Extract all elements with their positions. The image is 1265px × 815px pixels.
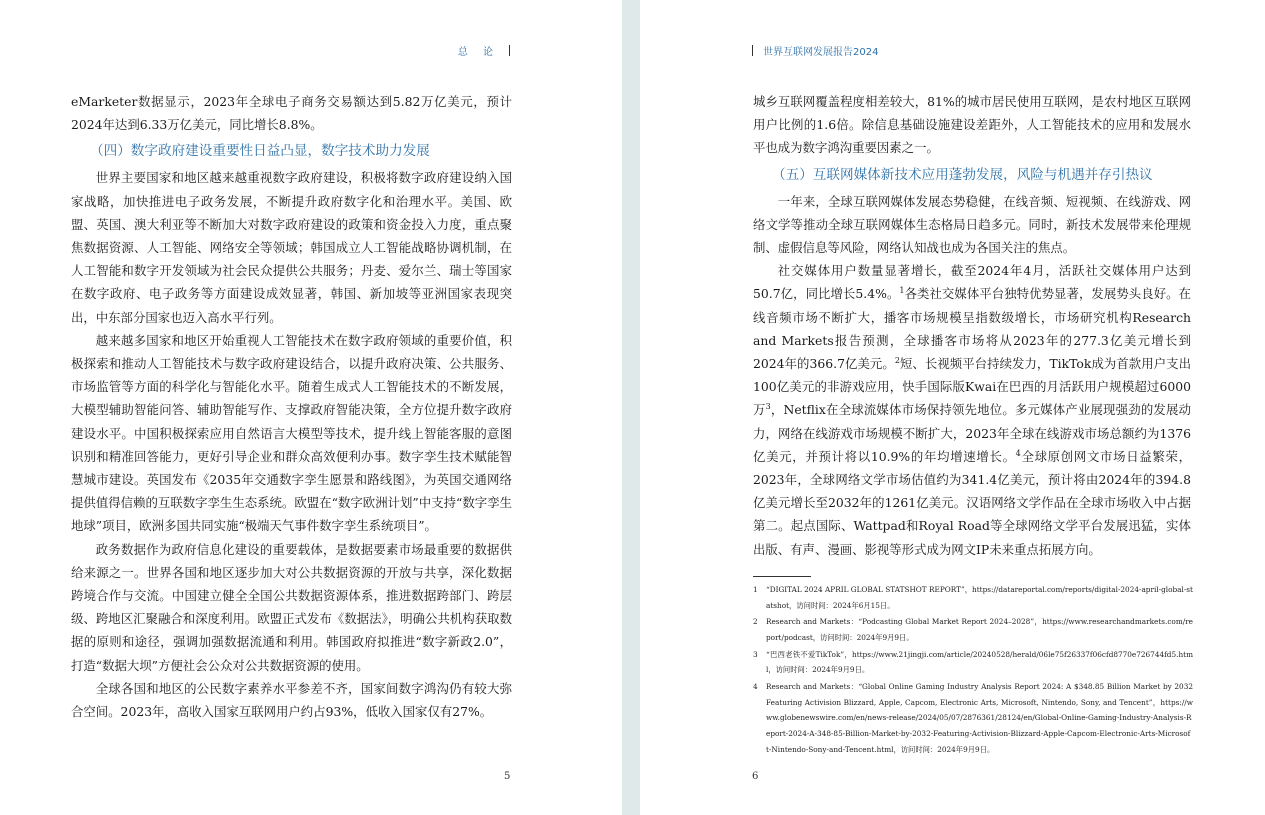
- footnotes: [753, 582, 1193, 758]
- paragraph: [753, 259, 1191, 561]
- footnote-number: 2: [753, 617, 758, 627]
- running-head-divider: [509, 45, 510, 56]
- paragraph: 政务数据作为政府信息化建设的重要载体，是数据要素市场最重要的数据供给来源之一。世界各国和地区逐步加大对公共数据资源的开放与共享，深化数据跨境合作与交流。中国建立健全全国公共数据资源体系，推进数据跨部门、跨层级、跨地区汇聚融合和深度利用。欧盟正式发布《数据法》，明确公共机构获取数据的原则和途径，强调加强数据流通和利用。韩国政府拟推进“数字新政2.0”，打造“数据大坝”方便社会公众对公共数据资源的使用。: [71, 541, 512, 673]
- text-run: 全球原创网文市场日益繁荣，2023年，全球网络文学市场估值约为341.4亿美元，预计将由2024年的394.8亿美元增长至2032年的1261亿美元。汉语网络文学作品在全球市场收入中占据第二。起点国际、Wattpad和Royal Road等全球网络文学平台发展迅猛，实体出版、有声、漫画、影视等形式成为网文IP未来重点拓展方向。: [753, 448, 1191, 557]
- footnote-text[interactable]: “巴西老铁不爱TikTok”，https://www.21jingji.com/article/20240528/herald/06le75f26337f06cfd8770e726744fd5.html，访问时间：2024年9月9日。: [766, 649, 1193, 675]
- text-run: 短、长视频平台持续发力，TikTok成为首款用户支出100亿美元的非游戏应用，快手国际版Kwai在巴西的月活跃用户规模超过6000万: [753, 356, 1191, 418]
- footnote-number: 3: [753, 649, 758, 659]
- footnote-text[interactable]: Research and Markets：“Global Online Gaming Industry Analysis Report 2024: A $348.85 Billion Market by 2032 Featuring Activision Blizzard, Apple, Capcom, Electronic Arts, Microsoft, Nintendo, Sony, and Tencent”，https://www.globenewswire.com/en/news-release/2024/05/07/2876361/28124/en/Global-Online-Gaming-Industry-Analysis-Report-2024-A-348-85-Billion-Market-by-2032-Featuring-Activision-Blizzard-Apple-Capcom-Electronic-Arts-Microsoft-Nintendo-Sony-and-Tencent.html，访问时间：2024年9月9日。: [766, 682, 1193, 754]
- footnote: [753, 647, 1193, 678]
- section-heading-5: （五）互联网媒体新技术应用蓬勃发展，风险与机遇并存引热议: [772, 166, 1153, 183]
- section-heading-4: （四）数字政府建设重要性日益凸显，数字技术助力发展: [90, 143, 430, 160]
- footnote-number: 4: [753, 682, 758, 692]
- paragraph: eMarketer数据显示，2023年全球电子商务交易额达到5.82万亿美元，预计2024年达到6.33万亿美元，同比增长8.8%。: [71, 94, 512, 133]
- right-page: [640, 0, 1265, 815]
- page-number-right: 6: [752, 771, 759, 782]
- footnote-text[interactable]: Research and Markets：“Podcasting Global Market Report 2024–2028”，https://www.researchandmarkets.com/report/podcast，访问时间：2024年9月9日。: [766, 617, 1193, 642]
- paragraph: 城乡互联网覆盖程度相差较大，81%的城市居民使用互联网，是农村地区互联网用户比例的1.6倍。除信息基础设施建设差距外，人工智能技术的应用和发展水平也成为数字鸿沟重要因素之一。: [753, 94, 1191, 156]
- text-run: 社交媒体用户数量显著增长，截至2024年4月，活跃社交媒体用户达到50.7亿，同比增长5.4%。: [753, 263, 1191, 302]
- footnote-divider: [753, 576, 811, 577]
- footnote: [753, 679, 1193, 757]
- footnote-ref[interactable]: 3: [765, 402, 771, 412]
- running-head-title: 世界互联网发展报告2024: [763, 47, 879, 58]
- running-head-left: [458, 43, 510, 58]
- running-head-title: 总 论: [457, 47, 499, 58]
- left-page: [0, 0, 622, 815]
- text-run: ，Netflix在全球流媒体市场保持领先地位。多元媒体产业展现强劲的发展动力，网络在线游戏市场规模不断扩大，2023年全球在线游戏市场总额约为1376亿美元，并预计将以10.9%的年均增速增长。: [753, 402, 1191, 464]
- text-run: 各类社交媒体平台独特优势显著，发展势头良好。在线音频市场不断扩大，播客市场规模呈指数级增长，市场研究机构Research and Markets报告预测，全球播客市场将从2023年的277.3亿美元增长到2024年的366.7亿美元。: [753, 286, 1192, 372]
- footnote: [753, 614, 1193, 645]
- paragraph: 世界主要国家和地区越来越重视数字政府建设，积极将数字政府建设纳入国家战略，加快推进电子政务发展，不断提升政府数字化和治理水平。美国、欧盟、英国、澳大利亚等不断加大对数字政府建设的政策和资金投入力度，重点聚焦数据资源、人工智能、网络安全等领域；韩国成立人工智能战略协调机制，在人工智能和数字开发领域为社会民众提供公共服务；丹麦、爱尔兰、瑞士等国家在数字政府、电子政务等方面建设成效显著，韩国、新加坡等亚洲国家表现突出，中东部分国家也迈入高水平行列。: [71, 170, 512, 325]
- left-page-body: [71, 90, 512, 723]
- page-number-left: 5: [504, 771, 511, 782]
- paragraph: 一年来，全球互联网媒体发展态势稳健，在线音频、短视频、在线游戏、网络文学等推动全球互联网媒体生态格局日趋多元。同时，新技术发展带来伦理规制、虚假信息等风险，网络认知战也成为各国关注的焦点。: [753, 193, 1191, 256]
- footnote-text[interactable]: “DIGITAL 2024 APRIL GLOBAL STATSHOT REPORT”，https://datareportal.com/reports/digital-2024-april-global-statshot，访问时间：2024年6月15日。: [766, 585, 1193, 610]
- running-head-right: [752, 43, 878, 58]
- footnote-ref[interactable]: 2: [894, 355, 900, 365]
- footnote-ref[interactable]: 4: [1015, 448, 1021, 458]
- footnote: [753, 582, 1193, 613]
- right-page-body: [753, 90, 1191, 561]
- running-head-divider: [752, 45, 753, 56]
- paragraph: 全球各国和地区的公民数字素养水平参差不齐，国家间数字鸿沟仍有较大弥合空间。2023年，高收入国家互联网用户约占93%，低收入国家仅有27%。: [71, 680, 512, 720]
- paragraph: 越来越多国家和地区开始重视人工智能技术在数字政府领域的重要价值，积极探索和推动人工智能技术与数字政府建设结合，以提升政府决策、公共服务、市场监管等方面的科学化与智能化水平。随着生成式人工智能技术的不断发展，大模型辅助智能问答、辅助智能写作、支撑政府智能决策，全方位提升数字政府建设水平。中国积极探索应用自然语言大模型等技术，提升线上智能客服的意图识别和精准回答能力，更好引导企业和群众高效便利办事。数字孪生技术赋能智慧城市建设。英国发布《2035年交通数字孪生愿景和路线图》，为英国交通网络提供值得信赖的互联数字孪生生态系统。欧盟在“数字欧洲计划”中支持“数字孪生地球”项目，欧洲多国共同实施“极端天气事件数字孪生系统项目”。: [71, 332, 512, 534]
- footnote-ref[interactable]: 1: [899, 286, 905, 296]
- footnote-number: 1: [753, 585, 758, 594]
